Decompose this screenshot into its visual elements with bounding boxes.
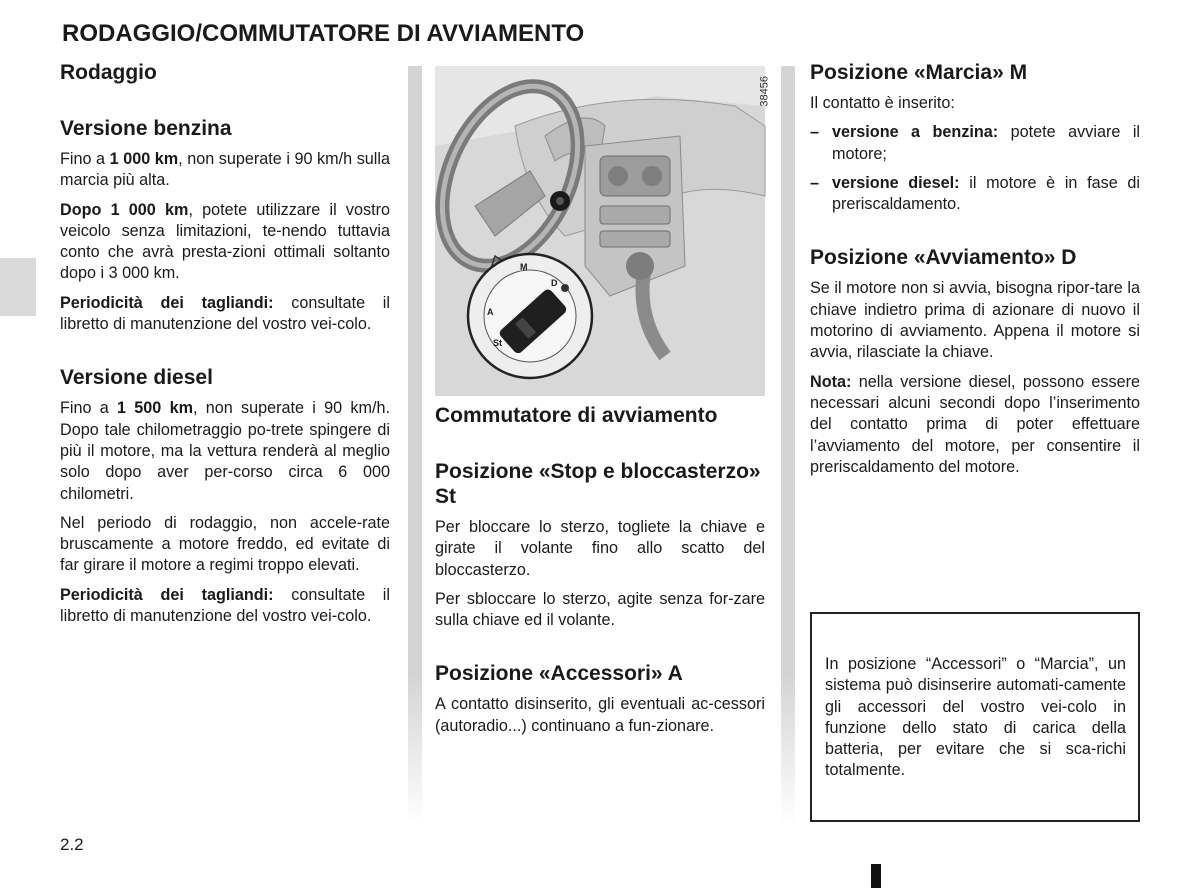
avviamento-paragraph-1: Se il motore non si avvia, bisogna ripor-tare la chiave indietro prima di azionare di nuovo il motorino di avviamento. Appena il motore si avvia, rilasciate la chiave. xyxy=(810,279,1140,362)
page-number: 2.2 xyxy=(60,835,84,854)
heading-posizione-marcia: Posizione «Marcia» M xyxy=(810,61,1028,84)
heading-posizione-avviamento: Posizione «Avviamento» D xyxy=(810,246,1077,270)
notice-box xyxy=(810,612,1140,822)
column-posizioni xyxy=(810,60,1140,478)
marcia-paragraph-1: Il contatto è inserito: xyxy=(810,94,955,112)
heading-versione-diesel: Versione diesel xyxy=(60,366,213,390)
benzina-paragraph-1: Fino a 1 000 km, non superate i 90 km/h sulla marcia più alta. xyxy=(60,150,390,190)
benzina-paragraph-3: Periodicità dei tagliandi: consultate il libretto di manutenzione del vostro vei-colo. xyxy=(60,293,391,334)
diesel-paragraph-2: Nel periodo di rodaggio, non accele-rate bruscamente a motore freddo, ed evitate di far girare il motore a regimi troppo elevati. xyxy=(60,513,390,575)
figure-reference-code: 38456 xyxy=(759,76,771,107)
dashboard-drawing xyxy=(435,66,765,396)
switch-label-st: St xyxy=(493,338,502,348)
chapter-side-tab xyxy=(0,258,36,316)
switch-label-a: A xyxy=(487,307,494,317)
notice-text: In posizione “Accessori” o “Marcia”, un sistema può disinserire automati-camente gli accessori del vostro vei-colo in funzione dello stato di carica della batteria, per evitare che si sca-richi totalmente. xyxy=(825,655,1126,780)
ignition-switch-illustration xyxy=(435,66,771,396)
heading-rodaggio: Rodaggio xyxy=(60,61,157,84)
page-edge-mark xyxy=(871,864,881,888)
accessori-paragraph-1: A contatto disinserito, gli eventuali ac-cessori (autoradio...) continuano a fun-zionare. xyxy=(435,695,765,735)
heading-commutatore: Commutatore di avviamento xyxy=(435,404,718,427)
switch-label-m: M xyxy=(520,262,528,272)
avviamento-nota: Nota: nella versione diesel, possono essere necessari alcuni secondi dopo l’inserimento del contatto prima di poter effettuare l’avviamento del motore, per consentire il preriscaldamento del motore. xyxy=(810,372,1140,476)
column-rodaggio xyxy=(60,60,390,627)
switch-label-d: D xyxy=(551,278,558,288)
diesel-paragraph-3: Periodicità dei tagliandi: consultate il libretto di manutenzione del vostro vei-colo. xyxy=(60,585,391,626)
benzina-paragraph-2: Dopo 1 000 km, potete utilizzare il vostro veicolo senza limitazioni, te-nendo tuttavia conto che avrà presta-zioni ottimali soltanto dopo i 3 000 km. xyxy=(60,200,390,283)
marcia-list-item: – versione diesel: il motore è in fase di preriscaldamento. xyxy=(810,173,1140,214)
column-divider-left xyxy=(408,66,422,826)
marcia-list xyxy=(810,122,1140,215)
heading-posizione-accessori: Posizione «Accessori» A xyxy=(435,662,683,686)
diesel-paragraph-1: Fino a 1 500 km, non superate i 90 km/h. Dopo tale chilometraggio po-trete spingere di più il motore, ma la vettura renderà al meglio solo dopo aver per-corso circa 6 000 chilometri. xyxy=(60,399,390,503)
stop-paragraph-1: Per bloccare lo sterzo, togliete la chiave e girate il volante fino allo scatto del bloccasterzo. xyxy=(435,518,765,579)
page-title: RODAGGIO/COMMUTATORE DI AVVIAMENTO xyxy=(62,20,585,47)
column-divider-right xyxy=(781,66,795,826)
heading-versione-benzina: Versione benzina xyxy=(60,117,232,140)
marcia-list-item: – versione a benzina: potete avviare il motore; xyxy=(810,123,1141,163)
heading-posizione-stop: Posizione «Stop e bloccasterzo» St xyxy=(435,460,761,508)
stop-paragraph-2: Per sbloccare lo sterzo, agite senza for-zare sulla chiave ed il volante. xyxy=(435,589,765,630)
